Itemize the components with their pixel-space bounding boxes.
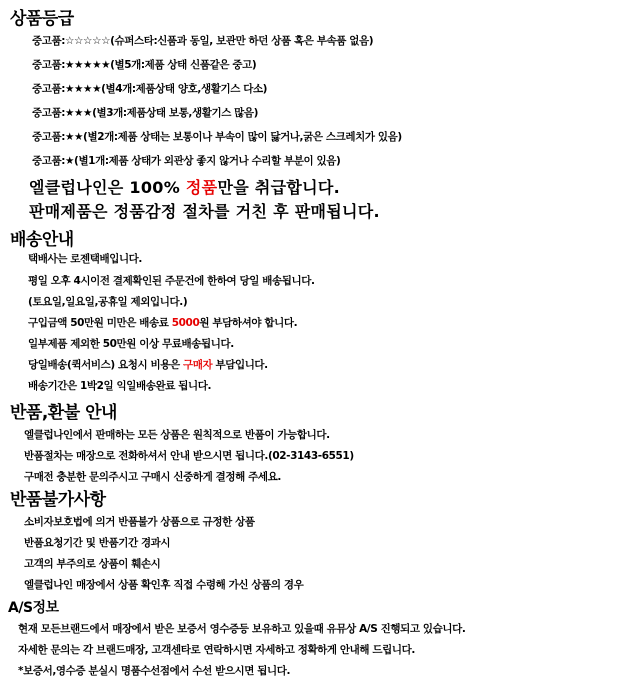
genuine-notice-after: 만을 취급합니다.: [217, 178, 340, 197]
no-returns-title: 반품불가사항: [10, 490, 106, 510]
shipping-fee-after: 원 부담하셔야 합니다.: [199, 317, 298, 329]
quick-service-before: 당일배송(퀵서비스) 요청시 비용은: [28, 359, 183, 371]
authentication-notice: 판매제품은 정품감정 절차를 거친 후 판매됩니다.: [29, 202, 380, 221]
grade-title: 상품등급: [10, 9, 74, 29]
grade-item: 중고품:★★★★★(별5개:제품 상태 신품같은 중고): [32, 59, 257, 71]
shipping-item: 배송기간은 1박2일 익일배송완료 됩니다.: [28, 380, 212, 392]
as-item: 현재 모든브랜드에서 매장에서 받은 보증서 영수증등 보유하고 있을때 유뮤상 A/S 진행되고 있습니다.: [18, 623, 466, 635]
as-item: *보증서,영수증 분실시 명품수선점에서 수선 받으시면 됩니다.: [18, 665, 291, 677]
shipping-fee-value: 5000: [171, 317, 200, 329]
shipping-item: 일부제품 제외한 50만원 이상 무료배송됩니다.: [28, 338, 234, 350]
no-returns-item: 소비자보호법에 의거 반품불가 상품으로 규정한 상품: [24, 516, 255, 528]
returns-item: 반품절차는 매장으로 전화하셔서 안내 받으시면 됩니다.(02-3143-6551): [24, 450, 354, 462]
shipping-title: 배송안내: [10, 230, 74, 250]
returns-item: 엘클럽나인에서 판매하는 모든 상품은 원칙적으로 반품이 가능합니다.: [24, 429, 330, 441]
no-returns-item: 고객의 부주의로 상품이 훼손시: [24, 558, 161, 570]
genuine-notice-highlight: 정품: [185, 178, 218, 197]
no-returns-item: 반품요청기간 및 반품기간 경과시: [24, 537, 171, 549]
quick-service-after: 부담입니다.: [212, 359, 268, 371]
grade-item: 중고품:★★★★(별4개:제품상태 양호,생활기스 다소): [32, 83, 268, 95]
quick-service-highlight: 구매자: [182, 359, 213, 371]
grade-item: 중고품:★(별1개:제품 상태가 외관상 좋지 않거나 수리할 부분이 있음): [32, 155, 341, 167]
returns-title: 반품,환불 안내: [10, 403, 117, 423]
shipping-item: 택배사는 로젠택배입니다.: [28, 253, 143, 265]
genuine-notice: [29, 178, 340, 198]
no-returns-item: 엘클럽나인 매장에서 상품 확인후 직접 수령해 가신 상품의 경우: [24, 579, 304, 591]
as-title: A/S정보: [8, 600, 59, 616]
grade-item: 중고품:★★★(별3개:제품상태 보통,생활기스 많음): [32, 107, 259, 119]
shipping-item: 평일 오후 4시이전 결제확인된 주문건에 한하여 당일 배송됩니다.: [28, 275, 315, 287]
as-item: 자세한 문의는 각 브랜드매장, 고객센타로 연락하시면 자세하고 정확하게 안내해 드립니다.: [18, 644, 415, 656]
grade-item: 중고품:☆☆☆☆☆(슈퍼스타:신품과 동일, 보관만 하던 상품 혹은 부속품 없음): [32, 35, 374, 47]
grade-item: 중고품:★★(별2개:제품 상태는 보통이나 부속이 많이 닳거나,굵은 스크레치가 있음): [32, 131, 402, 143]
quick-service-item: [28, 358, 268, 372]
genuine-notice-before: 엘클럽나인은 100%: [29, 178, 186, 197]
shipping-fee-item: [28, 316, 297, 330]
shipping-item: (토요일,일요일,공휴일 제외입니다.): [28, 296, 188, 308]
returns-item: 구매전 충분한 문의주시고 구매시 신중하게 결정해 주세요.: [24, 471, 281, 483]
shipping-fee-before: 구입금액 50만원 미만은 배송료: [28, 317, 172, 329]
